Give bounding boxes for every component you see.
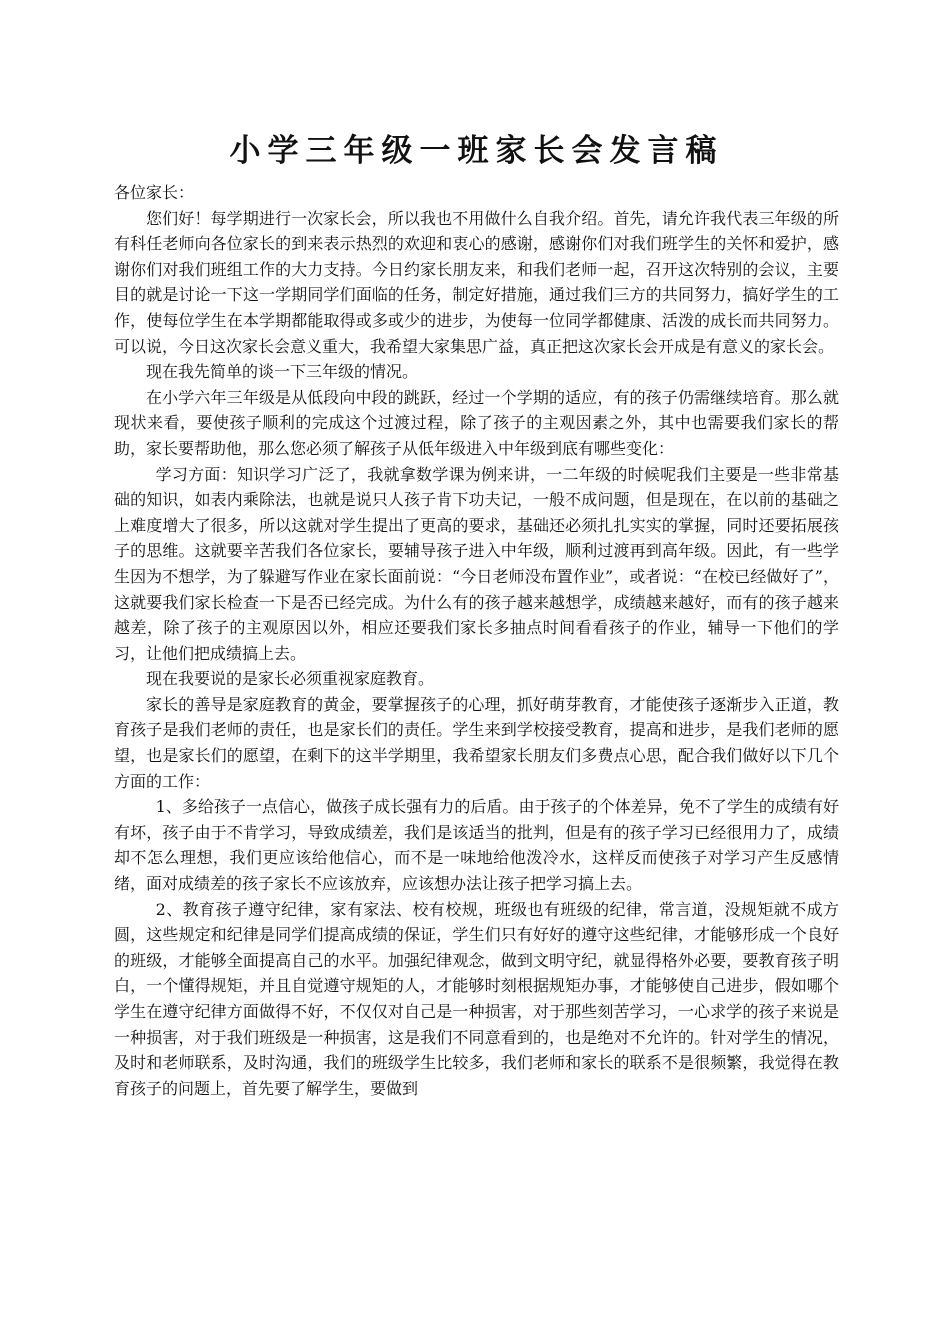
paragraph-study: 学习方面：知识学习广泛了，我就拿数学课为例来讲，一二年级的时候呢我们主要是一些非常基础的知识，如表内乘除法，也就是说只人孩子肯下功夫记，一般不成问题，但是现在，在以前的基础之上难度增大了很多，所以这就对学生提出了更高的要求，基础还必须扎扎实实的掌握，同时还要拓展孩子的思维。这就要辛苦我们各位家长，要辅导孩子进入中年级，顺利过渡再到高年级。因此，有一些学生因为不想学，为了躲避写作业在家长面前说：“今日老师没布置作业”，或者说：“在校已经做好了”，这就要我们家长检查一下是否已经完成。为什么有的孩子越来越想学，成绩越来越好，而有的孩子越来越差，除了孩子的主观原因以外，相应还要我们家长多抽点时间看看孩子的作业，辅导一下他们的学习，让他们把成绩搞上去。 (114, 464, 839, 663)
paragraph-guidance: 家长的善导是家庭教育的黄金，要掌握孩子的心理，抓好萌芽教育，才能使孩子逐渐步入正道，教育孩子是我们老师的责任，也是家长们的责任。学生来到学校接受教育，提高和进步，是我们老师的愿望，也是家长们的愿望，在剩下的这半学期里，我希望家长朋友们多费点心思，配合我们做好以下几个方面的工作： (114, 694, 839, 791)
document-page (114, 128, 839, 1101)
paragraph-grade-overview: 现在我先简单的谈一下三年级的情况。 (146, 362, 419, 382)
paragraph-intro: 您们好！每学期进行一次家长会，所以我也不用做什么自我介绍。首先，请允许我代表三年级的所有科任老师向各位家长的到来表示热烈的欢迎和衷心的感谢，感谢你们对我们班学生的关怀和爱护，感谢你们对我们班组工作的大力支持。今日约家长朋友来，和我们老师一起，召开这次特别的会议，主要目的就是讨论一下这一学期同学们面临的任务，制定好措施，通过我们三方的共同努力，搞好学生的工作，使每位学生在本学期都能取得或多或少的进步，为使每一位同学都健康、活泼的成长而共同努力。可以说，今日这次家长会意义重大，我希望大家集思广益，真正把这次家长会开成是有意义的家长会。 (114, 208, 839, 356)
greeting: 各位家长： (114, 183, 195, 202)
paragraph-transition: 在小学六年三年级是从低段向中段的跳跃，经过一个学期的适应，有的孩子仍需继续培育。那么就现状来看，要使孩子顺利的完成这个过渡过程，除了孩子的主观因素之外，其中也需要我们家长的帮助，家长要帮助他，那么您必须了解孩子从低年级进入中年级到底有哪些变化： (114, 387, 839, 458)
document-title: 小学三年级一班家长会发言稿 (229, 133, 724, 169)
paragraph-family-education: 现在我要说的是家长必须重视家庭教育。 (146, 669, 435, 689)
paragraph-point-1: 1、多给孩子一点信心，做孩子成长强有力的后盾。由于孩子的个体差异，免不了学生的成绩有好有坏，孩子由于不肯学习，导致成绩差，我们是该适当的批判，但是有的孩子学习已经很用力了，成绩却不怎么理想，我们更应该给他信心，而不是一味地给他泼冷水，这样反而使孩子对学习产生反感情绪，面对成绩差的孩子家长不应该放弃，应该想办法让孩子把学习搞上去。 (114, 797, 839, 894)
paragraph-point-2: 2、教育孩子遵守纪律，家有家法、校有校规，班级也有班级的纪律，常言道，没规矩就不成方圆，这些规定和纪律是同学们提高成绩的保证，学生们只有好好的遵守这些纪律，才能够形成一个良好的班级，才能够全面提高自己的水平。加强纪律观念，做到文明守纪，就显得格外必要，要教育孩子明白，一个懂得规矩，并且自觉遵守规矩的人，才能够时刻根据规矩办事，才能够使自己进步，假如哪个学生在遵守纪律方面做得不好，不仅仅对自己是一种损害，对于那些刻苦学习，一心求学的孩子来说是一种损害，对于我们班级是一种损害，这是我们不同意看到的，也是绝对不允许的。针对学生的情况，及时和老师联系，及时沟通，我们的班级学生比较多，我们老师和家长的联系不是很频繁，我觉得在教育孩子的问题上，首先要了解学生，要做到 (114, 899, 839, 1098)
